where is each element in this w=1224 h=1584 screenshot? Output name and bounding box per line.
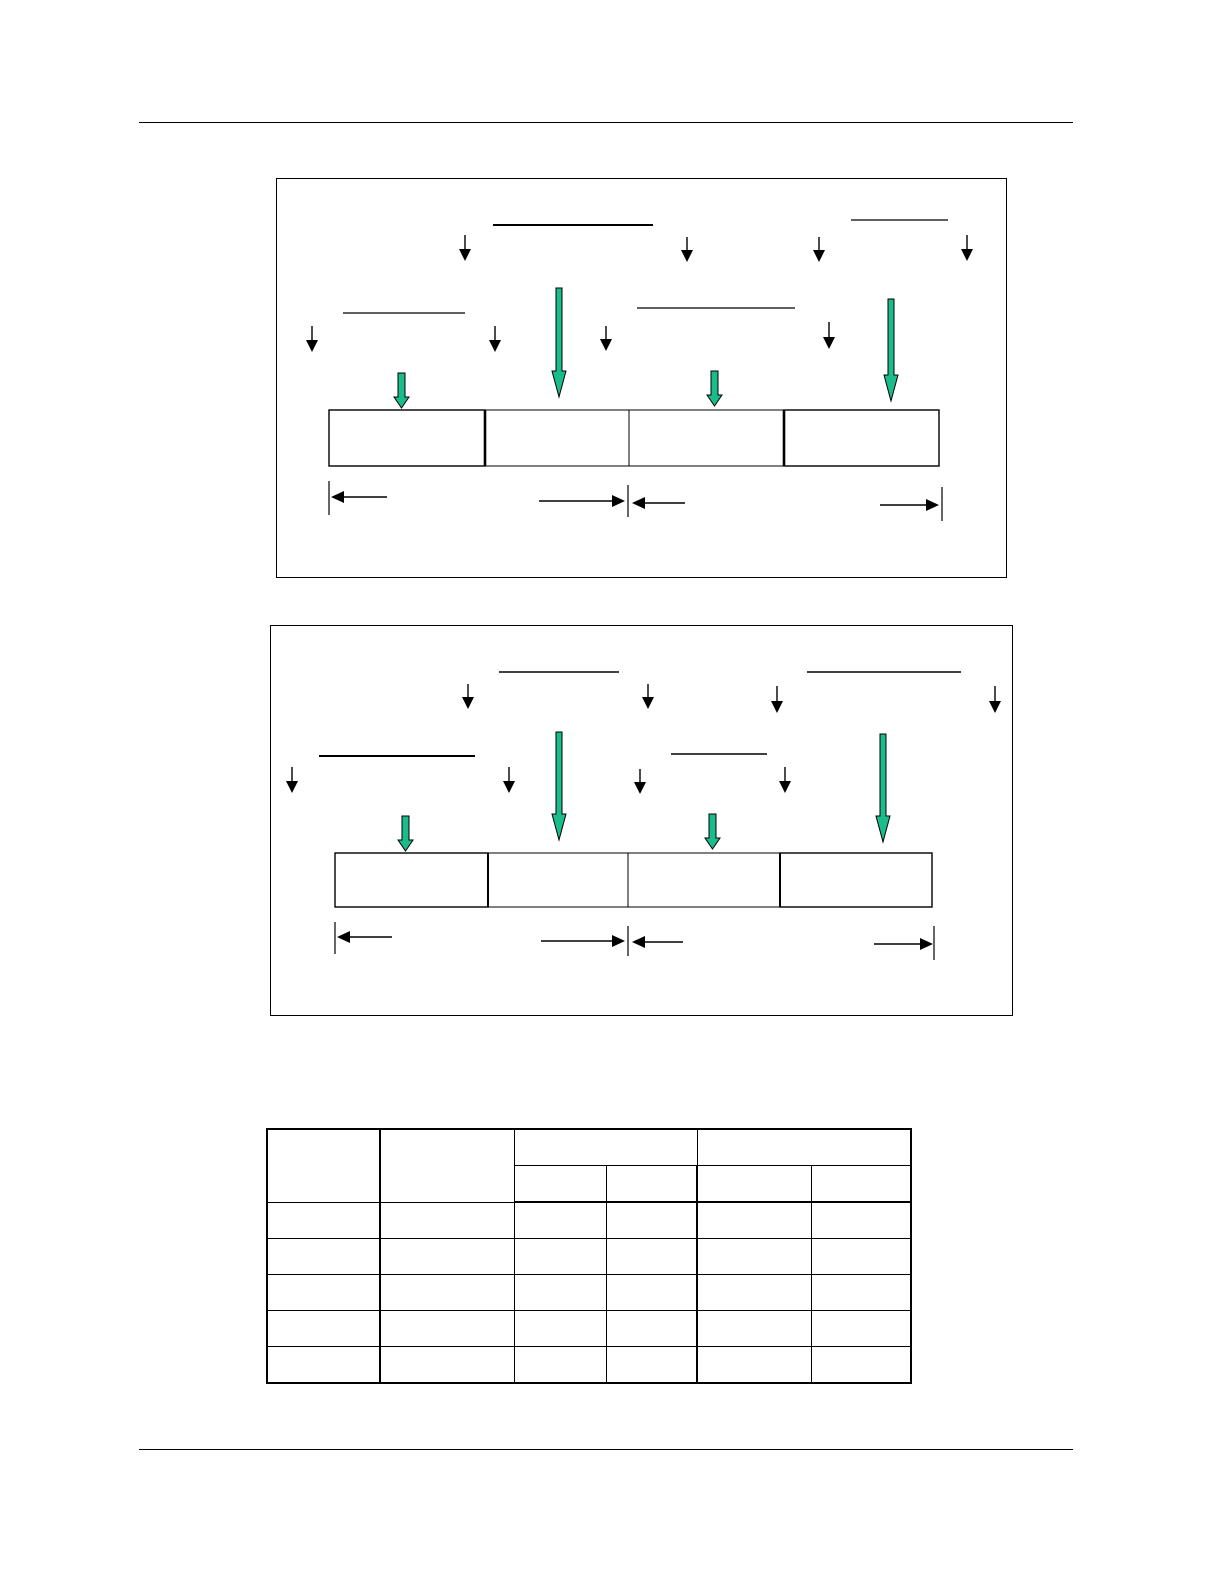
table-subheader-cell <box>606 1166 697 1203</box>
green-arrow-long-icon <box>552 732 566 840</box>
green-arrow-long-icon <box>876 734 890 842</box>
table-cell <box>697 1347 811 1384</box>
table-cell <box>697 1202 811 1239</box>
table-row <box>267 1275 911 1311</box>
green-arrow-short-icon <box>398 816 413 851</box>
table-cell <box>697 1239 811 1275</box>
bar-segment-3 <box>629 410 784 466</box>
table-cell <box>380 1239 514 1275</box>
table-cell <box>267 1311 380 1347</box>
table-cell <box>267 1202 380 1239</box>
dimension-right <box>632 926 934 960</box>
table-cell <box>606 1347 697 1384</box>
green-arrow-long-icon <box>552 288 566 397</box>
down-arrow-icon <box>771 686 783 713</box>
down-arrow-icon <box>489 326 501 352</box>
bar-segment-4 <box>784 410 939 466</box>
table-cell <box>606 1275 697 1311</box>
table-row <box>267 1202 911 1239</box>
bar-segment-2 <box>485 410 629 466</box>
down-arrow-icon <box>634 769 646 794</box>
table-row <box>267 1239 911 1275</box>
down-arrow-icon <box>600 326 612 351</box>
down-arrow-icon <box>459 235 471 261</box>
figure-1-frame <box>276 178 1007 578</box>
table-cell <box>380 1275 514 1311</box>
down-arrow-icon <box>823 322 835 349</box>
table-cell <box>514 1311 606 1347</box>
footer-rule <box>139 1449 1073 1450</box>
table-cell <box>811 1311 911 1347</box>
table-header-group <box>697 1129 911 1166</box>
table-cell <box>811 1202 911 1239</box>
bar-segment-1 <box>335 853 488 907</box>
down-arrow-icon <box>779 767 791 793</box>
down-arrow-icon <box>681 237 693 262</box>
down-arrow-icon <box>503 767 515 793</box>
table-cell <box>380 1347 514 1384</box>
segment-bar <box>329 410 939 466</box>
green-arrow-short-icon <box>394 373 409 408</box>
down-arrow-icon <box>989 686 1001 713</box>
table-cell <box>697 1275 811 1311</box>
down-arrow-icon <box>462 684 474 709</box>
segment-bar <box>335 853 932 907</box>
table-cell <box>514 1239 606 1275</box>
table-cell <box>380 1202 514 1239</box>
table-cell <box>514 1202 606 1239</box>
dimension-right <box>632 487 942 521</box>
figure-2-diagram <box>271 626 1014 1017</box>
table-cell <box>267 1347 380 1384</box>
down-arrow-icon <box>961 235 973 261</box>
dimension-left <box>335 922 628 956</box>
data-table <box>266 1128 912 1384</box>
figure-1-diagram <box>277 179 1008 579</box>
table-cell <box>514 1275 606 1311</box>
down-arrow-icon <box>813 237 825 262</box>
table-cell <box>606 1311 697 1347</box>
down-arrow-icon <box>642 684 654 709</box>
table-header-group <box>514 1129 697 1166</box>
green-arrow-short-icon <box>707 371 722 406</box>
green-arrow-long-icon <box>884 299 898 401</box>
table-cell <box>811 1275 911 1311</box>
green-arrow-short-icon <box>705 814 720 849</box>
table-subheader-cell <box>697 1166 811 1203</box>
table-cell <box>267 1239 380 1275</box>
bar-segment-2 <box>488 853 628 907</box>
table-cell <box>514 1347 606 1384</box>
table-cell <box>606 1239 697 1275</box>
figure-2-frame <box>270 625 1013 1016</box>
dimension-left <box>329 481 628 517</box>
down-arrow-icon <box>306 326 318 352</box>
table-cell <box>811 1239 911 1275</box>
table-row <box>267 1311 911 1347</box>
table-subheader-cell <box>514 1166 606 1203</box>
header-rule <box>139 122 1073 123</box>
table-cell <box>380 1311 514 1347</box>
table-header-cell <box>380 1129 514 1202</box>
table-row <box>267 1347 911 1384</box>
table-cell <box>697 1311 811 1347</box>
table-subheader-cell <box>811 1166 911 1203</box>
table-header-row <box>267 1129 911 1166</box>
down-arrow-icon <box>286 767 298 793</box>
bar-segment-1 <box>329 410 485 466</box>
table-header-cell <box>267 1129 380 1202</box>
table-cell <box>606 1202 697 1239</box>
bar-segment-4 <box>780 853 932 907</box>
table-cell <box>811 1347 911 1384</box>
bar-segment-3 <box>628 853 780 907</box>
table-cell <box>267 1275 380 1311</box>
